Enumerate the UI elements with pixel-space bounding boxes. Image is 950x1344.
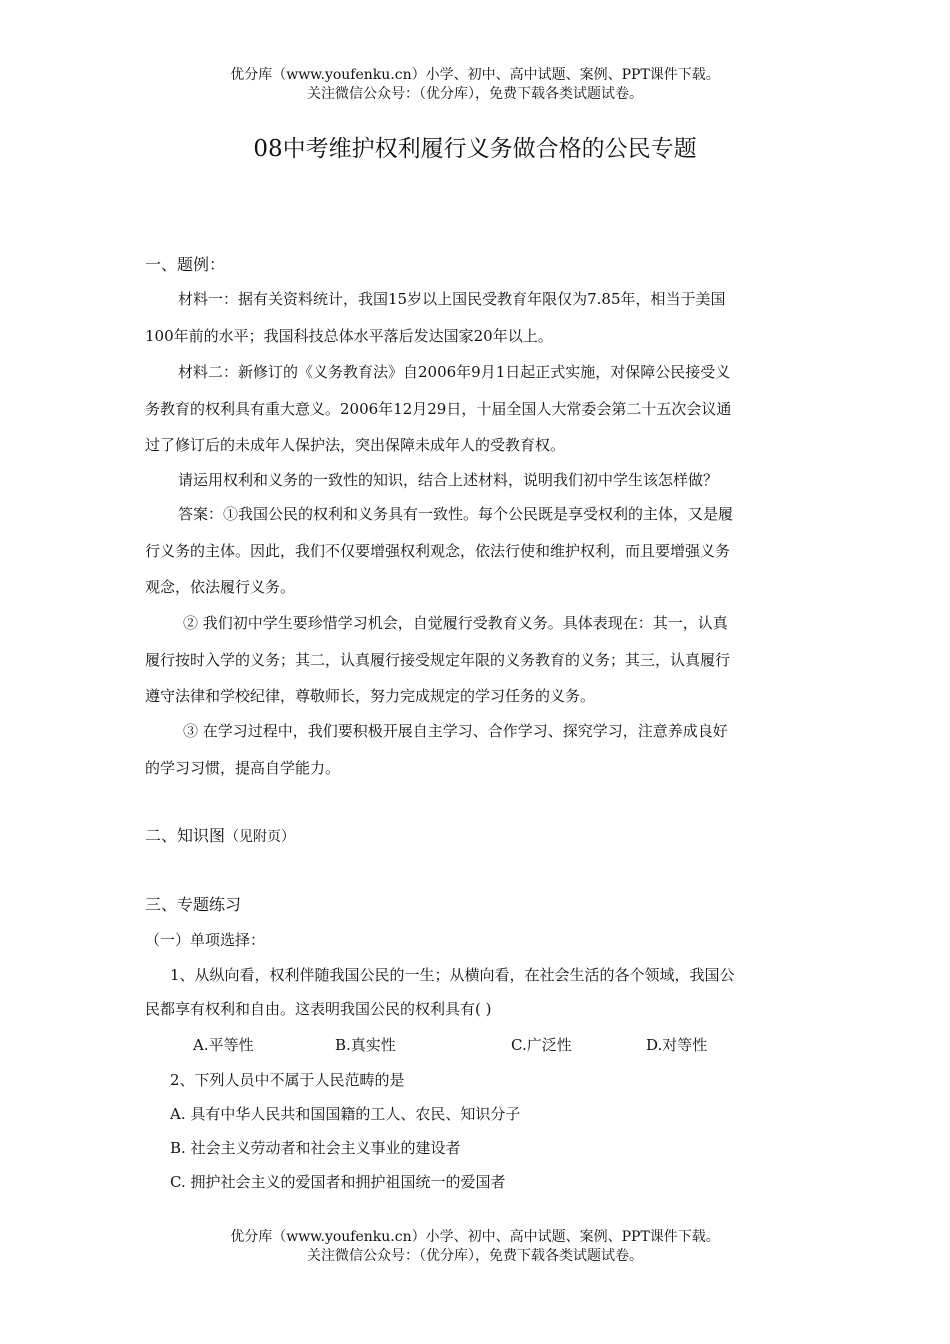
q1-line-2: 民都享有权利和自由。这表明我国公民的权利具有( ) <box>145 1000 492 1018</box>
header-line-1: 优分库（www.youfenku.cn）小学、初中、高中试题、案例、PPT课件下载。 <box>230 67 720 83</box>
material2-line-3: 过了修订后的未成年人保护法，突出保障未成年人的受教育权。 <box>145 436 566 454</box>
section2-note: （见附页） <box>225 829 296 845</box>
answer2-line-3: 遵守法律和学校纪律，尊敬师长，努力完成规定的学习任务的义务。 <box>145 687 596 705</box>
section1-heading: 一、题例： <box>145 255 226 274</box>
material1-line-1: 材料一：据有关资料统计，我国15岁以上国民受教育年限仅为7.85年，相当于美国 <box>178 290 726 308</box>
q2-stem: 2、下列人员中不属于人民范畴的是 <box>170 1071 405 1089</box>
q1-option-c: C.广泛性 <box>511 1036 572 1054</box>
section3-subheading: （一）单项选择： <box>145 931 266 949</box>
answer2-line-2: 履行按时入学的义务；其二，认真履行接受规定年限的义务教育的义务；其三，认真履行 <box>145 651 731 669</box>
page-title: 08中考维护权利履行义务做合格的公民专题 <box>253 136 697 162</box>
answer2-line-1: ② 我们初中学生要珍惜学习机会，自觉履行受教育义务。具体表现在：其一，认真 <box>183 614 728 632</box>
question-line: 请运用权利和义务的一致性的知识，结合上述材料，说明我们初中学生该怎样做？ <box>178 471 719 489</box>
answer-line-3: 观念，依法履行义务。 <box>145 578 296 596</box>
q1-option-d: D.对等性 <box>646 1036 708 1054</box>
material2-line-1: 材料二：新修订的《义务教育法》自2006年9月1日起正式实施，对保障公民接受义 <box>178 363 731 381</box>
footer-line-1: 优分库（www.youfenku.cn）小学、初中、高中试题、案例、PPT课件下载。 <box>230 1229 720 1245</box>
answer3-line-2: 的学习习惯，提高自学能力。 <box>145 759 341 777</box>
q1-option-a: A.平等性 <box>193 1036 254 1054</box>
section3-heading: 三、专题练习 <box>145 895 242 914</box>
header-line-2: 关注微信公众号：（优分库），免费下载各类试题试卷。 <box>307 86 643 102</box>
q2-option-a: A. 具有中华人民共和国国籍的工人、农民、知识分子 <box>170 1105 521 1123</box>
q1-line-1: 1、从纵向看，权利伴随我国公民的一生；从横向看，在社会生活的各个领域，我国公 <box>170 966 735 984</box>
answer-line-1: 答案：①我国公民的权利和义务具有一致性。每个公民既是享受权利的主体，又是履 <box>178 505 734 523</box>
section2-heading-text: 二、知识图 <box>145 826 226 845</box>
section2-heading <box>145 825 295 848</box>
answer-line-2: 行义务的主体。因此，我们不仅要增强权利观念，依法行使和维护权利，而且要增强义务 <box>145 542 731 560</box>
answer3-line-1: ③ 在学习过程中，我们要积极开展自主学习、合作学习、探究学习，注意养成良好 <box>183 722 728 740</box>
material2-line-2: 务教育的权利具有重大意义。2006年12月29日，十届全国人大常委会第二十五次会议通 <box>145 400 732 418</box>
q1-option-b: B.真实性 <box>335 1036 396 1054</box>
material1-line-2: 100年前的水平；我国科技总体水平落后发达国家20年以上。 <box>145 327 553 345</box>
footer-line-2: 关注微信公众号：（优分库），免费下载各类试题试卷。 <box>307 1248 643 1264</box>
q2-option-b: B. 社会主义劳动者和社会主义事业的建设者 <box>170 1139 461 1157</box>
q2-option-c: C. 拥护社会主义的爱国者和拥护祖国统一的爱国者 <box>170 1173 506 1191</box>
